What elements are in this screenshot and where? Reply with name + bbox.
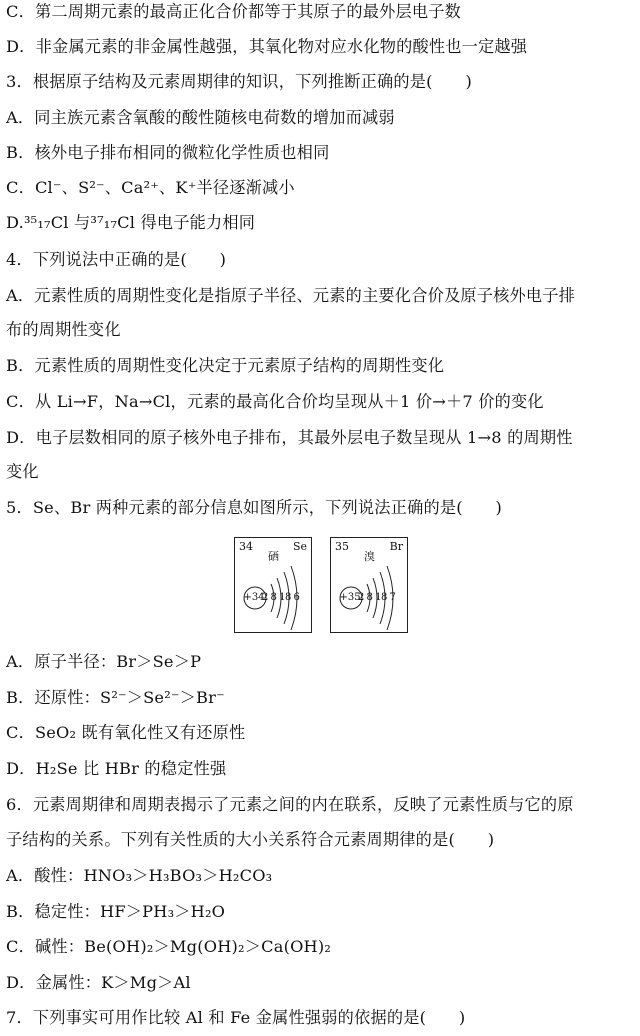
question-6: 6．元素周期律和周期表揭示了元素之间的内在联系，反映了元素性质与它的原: [6, 795, 574, 814]
option-d: D．金属性：K＞Mg＞Al: [6, 973, 191, 992]
text-line: D．非金属元素的非金属性越强，其氧化物对应水化物的酸性也一定越强: [6, 37, 528, 56]
text-line: 变化: [6, 462, 39, 481]
option-c: C．碱性：Be(OH)₂＞Mg(OH)₂＞Ca(OH)₂: [6, 937, 332, 956]
element-symbol: Br: [389, 540, 403, 553]
option-b: B．稳定性：HF＞PH₃＞H₂O: [6, 902, 226, 921]
option-d: D．H₂Se 比 HBr 的稳定性强: [6, 759, 227, 778]
option-c: C．SeO₂ 既有氧化性又有还原性: [6, 723, 246, 742]
element-symbol: Se: [292, 540, 307, 553]
option-a: A．同主族元素含氧酸的酸性随核电荷数的增加而减弱: [6, 108, 395, 127]
element-name: 硒: [268, 550, 279, 563]
element-name: 溴: [364, 550, 375, 563]
option-b: B．还原性：S²⁻＞Se²⁻＞Br⁻: [6, 688, 225, 707]
nucleus-charge: +34: [243, 592, 265, 603]
question-5: 5．Se、Br 两种元素的部分信息如图所示，下列说法正确的是( ): [6, 498, 503, 517]
atomic-number: 34: [239, 540, 253, 553]
atom-structure-diagram: [235, 538, 313, 634]
element-card-br: [330, 537, 408, 633]
text-line: C．第二周期元素的最高正化合价都等于其原子的最外层电子数: [6, 2, 462, 21]
question-3: 3．根据原子结构及元素周期律的知识，下列推断正确的是( ): [6, 72, 472, 91]
nucleus-charge: +35: [339, 592, 361, 603]
electron-shells: 2 8 18 6: [262, 592, 300, 603]
option-d: D．电子层数相同的原子核外电子排布，其最外层电子数呈现从 1→8 的周期性: [6, 428, 573, 447]
text-line: 子结构的关系。下列有关性质的大小关系符合元素周期律的是( ): [6, 830, 495, 849]
option-c: C．Cl⁻、S²⁻、Ca²⁺、K⁺半径逐渐减小: [6, 178, 295, 197]
option-b: B．核外电子排布相同的微粒化学性质也相同: [6, 143, 330, 162]
question-4: 4．下列说法中正确的是( ): [6, 250, 227, 269]
text-line: 布的周期性变化: [6, 320, 121, 339]
atom-structure-diagram: [331, 538, 409, 634]
option-a: A．元素性质的周期性变化是指原子半径、元素的主要化合价及原子核外电子排: [6, 286, 576, 305]
electron-shells: 2 8 18 7: [358, 592, 396, 603]
question-7: 7．下列事实可用作比较 Al 和 Fe 金属性强弱的依据的是( ): [6, 1008, 466, 1027]
atomic-number: 35: [335, 540, 349, 553]
option-c: C．从 Li→F，Na→Cl，元素的最高化合价均呈现从＋1 价→＋7 价的变化: [6, 392, 544, 411]
option-d: D.³⁵₁₇Cl 与³⁷₁₇Cl 得电子能力相同: [6, 213, 256, 232]
option-a: A．酸性：HNO₃＞H₃BO₃＞H₂CO₃: [6, 866, 273, 885]
option-b: B．元素性质的周期性变化决定于元素原子结构的周期性变化: [6, 356, 445, 375]
element-card-se: [234, 537, 312, 633]
option-a: A．原子半径：Br＞Se＞P: [6, 652, 202, 671]
element-figure: [234, 537, 410, 635]
